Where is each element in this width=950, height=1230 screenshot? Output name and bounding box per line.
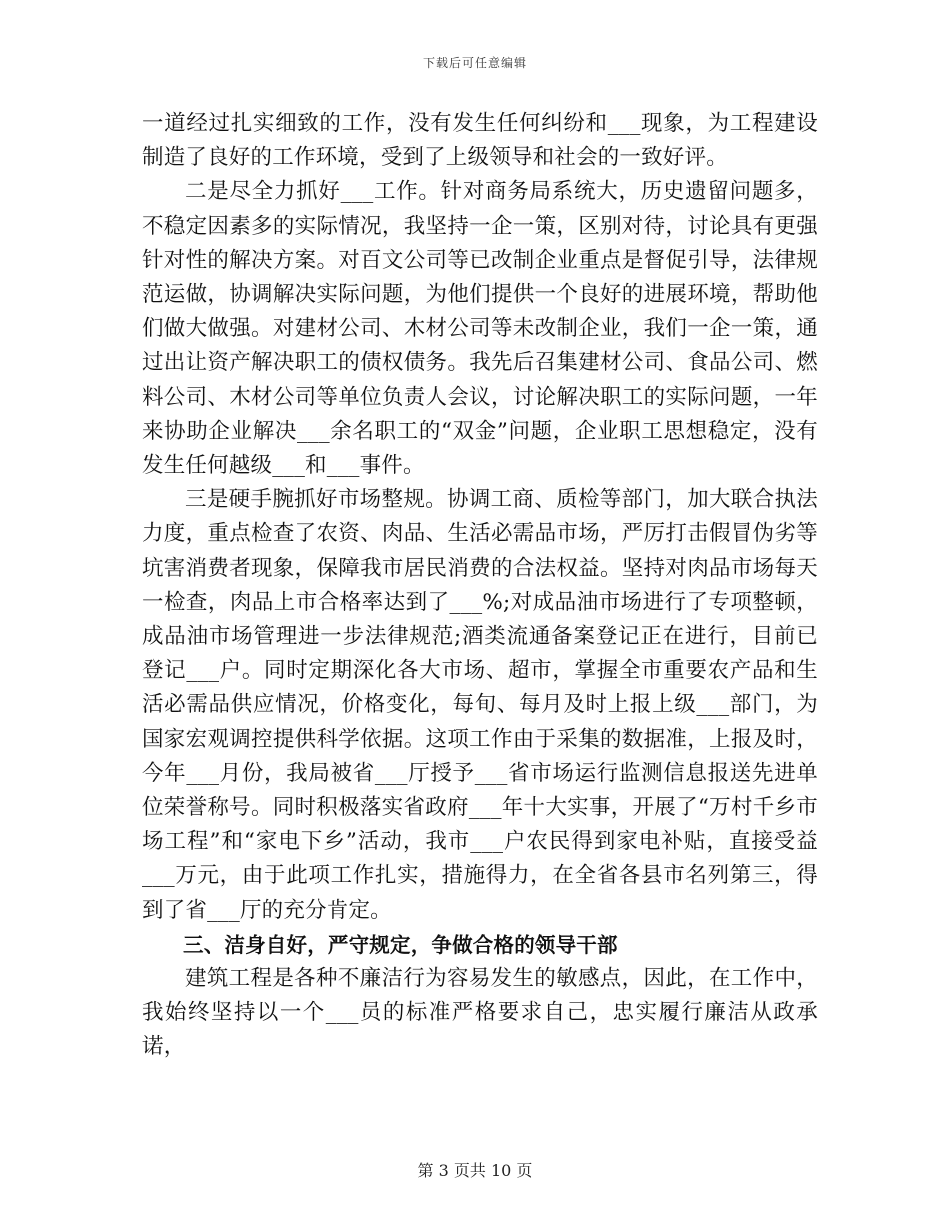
paragraph-item-two: 二是尽全力抓好___工作。针对商务局系统大，历史遗留问题多，不稳定因素多的实际情况，我坚持一企一策，区别对待，讨论具有更强针对性的解决方案。对百文公司等已改制企业重点是督促引导，法律规范运做，协调解决实际问题，为他们提供一个良好的进展环境，帮助他们做大做强。对建材公司、木材公司等未改制企业，我们一企一策，通过出让资产解决职工的债权债务。我先后召集建材公司、食品公司、燃料公司、木材公司等单位负责人会议，讨论解决职工的实际问题，一年来协助企业解决___余名职工的“双金”问题，企业职工思想稳定，没有发生任何越级___和___事件。	[142, 179, 818, 479]
paragraph-item-three: 三是硬手腕抓好市场整规。协调工商、质检等部门，加大联合执法力度，重点检查了农资、肉品、生活必需品市场，严厉打击假冒伪劣等坑害消费者现象，保障我市居民消费的合法权益。坚持对肉品市场每天一检查，肉品上市合格率达到了___%;对成品油市场进行了专项整顿，成品油市场管理进一步法律规范;酒类流通备案登记正在进行，目前已登记___户。同时定期深化各大市场、超市，掌握全市重要农产品和生活必需品供应情况，价格变化，每旬、每月及时上报上级___部门，为国家宏观调控提供科学依据。这项工作由于采集的数据准，上报及时，今年___月份，我局被省___厅授予___省市场运行监测信息报送先进单位荣誉称号。同时积极落实省政府___年十大实事，开展了“万村千乡市场工程”和“家电下乡”活动，我市___户农民得到家电补贴，直接受益___万元，由于此项工作扎实，措施得力，在全省各县市名列第三，得到了省___厅的充分肯定。	[142, 487, 818, 923]
document-body	[142, 107, 818, 1065]
paragraph-section-three: 建筑工程是各种不廉洁行为容易发生的敏感点，因此，在工作中，我始终坚持以一个___员的标准严格要求自己，忠实履行廉洁从政承诺，	[142, 966, 818, 1060]
page-header: 下载后可任意编辑	[422, 56, 527, 70]
section-heading: 三、洁身自好，严守规定，争做合格的领导干部	[183, 932, 618, 957]
page-footer: 第 3 页共 10 页	[417, 1161, 533, 1180]
paragraph-continuation: 一道经过扎实细致的工作，没有发生任何纠纷和___现象，为工程建设制造了良好的工作环境，受到了上级领导和社会的一致好评。	[142, 111, 818, 171]
